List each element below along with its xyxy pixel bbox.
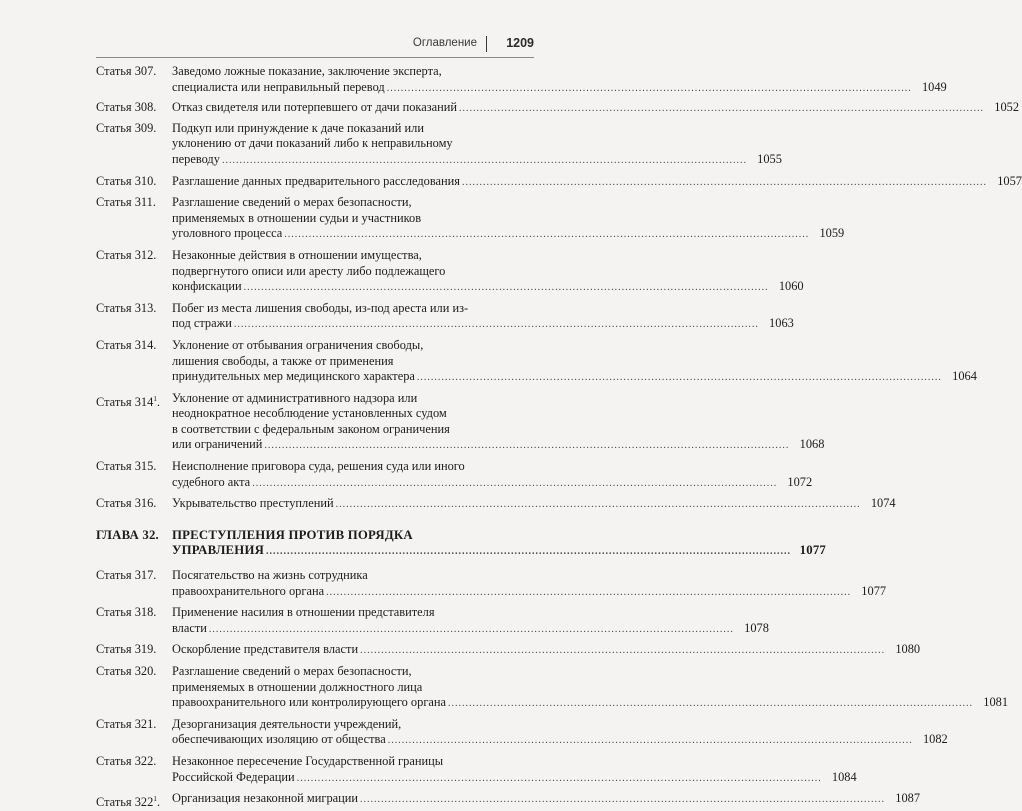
toc-page-number: 1072: [787, 474, 813, 489]
toc-entry-title-line: Неисполнение приговора суда, решения суда или иного: [172, 459, 465, 474]
toc-entry-title-line: Разглашение данных предварительного расследования: [172, 173, 460, 188]
toc-entry-title: [172, 64, 947, 96]
toc-entry-title-line: обеспечивающих изоляцию от общества: [172, 732, 386, 747]
toc-page-number: 1064: [952, 369, 977, 384]
toc-entry-title: [172, 791, 920, 811]
dot-leader: [264, 438, 789, 454]
header-title: Оглавление: [412, 37, 477, 49]
toc-entry-title: [172, 174, 1022, 191]
dot-leader: [326, 585, 851, 601]
dot-leader: [462, 175, 987, 191]
dot-leader: [388, 733, 913, 749]
toc-entry-title-line: Незаконное пересечение Государственной границы: [172, 753, 444, 768]
dot-leader: [297, 771, 822, 787]
toc-entry[interactable]: [96, 173, 1022, 191]
dot-leader: [448, 696, 973, 712]
toc-entry-title-line: конфискации: [172, 279, 242, 294]
toc-entry-title: [172, 121, 782, 169]
toc-entry-title-line: Побег из места лишения свободы, из-под ареста или из-: [172, 300, 469, 315]
toc-entry-superscript: 1: [153, 393, 158, 403]
dot-leader: [252, 476, 777, 492]
toc-entry-title-line: Подкуп или принуждение к даче показаний или: [172, 120, 424, 135]
dot-leader: [336, 497, 861, 513]
toc-entry-title-line: Российской Федерации: [172, 769, 295, 784]
toc-page-number: 1084: [831, 769, 857, 784]
toc-entry-title-line: Уклонение от отбывания ограничения свободы,: [172, 337, 424, 352]
toc-entry-title-line: ПРЕСТУПЛЕНИЯ ПРОТИВ ПОРЯДКА: [172, 527, 413, 542]
toc-page-number: 1078: [744, 620, 769, 635]
toc-entry-title-line: Уклонение от административного надзора или: [172, 390, 418, 405]
toc-entry-superscript: 1: [153, 794, 158, 804]
toc-entry-title-line: Организация незаконной миграции: [172, 791, 359, 806]
toc-entry-title-line: принудительных мер медицинского характера: [172, 369, 415, 384]
dot-leader: [266, 544, 791, 560]
toc-entry-title-line: применяемых в отношении судьи и участников: [172, 210, 422, 225]
toc-page-number: 1087: [895, 791, 921, 806]
toc-entry-title: [172, 605, 769, 637]
dot-leader: [234, 317, 759, 333]
toc-entry[interactable]: [96, 605, 769, 637]
toc-entry-title-line: Дезорганизация деятельности учреждений,: [172, 716, 402, 731]
toc-entry-title: [172, 664, 1008, 712]
toc-entry-title-line: власти: [172, 620, 207, 635]
toc-entry-title-line: неоднократное несоблюдение установленных судом: [172, 406, 447, 421]
header-separator: [486, 36, 487, 52]
toc-entry-label: Статья 317.: [96, 568, 157, 583]
toc-entry-title: [172, 717, 948, 749]
header-page-number: 1209: [506, 36, 534, 50]
toc-entry-label: Статья 318.: [96, 605, 157, 620]
dot-leader: [417, 370, 942, 386]
toc-page-number: 1063: [769, 316, 794, 331]
toc-entry-label: Статья 309.: [96, 120, 157, 135]
toc-entry-title-line: Укрывательство преступлений: [172, 496, 334, 511]
toc-entry-title: [172, 754, 857, 786]
toc-entry-title: [172, 459, 812, 491]
toc-entry-title-line: под стражи: [172, 316, 232, 331]
toc-entry[interactable]: [96, 120, 782, 169]
toc-entry-title: [172, 301, 794, 333]
toc-entry[interactable]: [96, 195, 845, 243]
toc-page-number: 1082: [922, 732, 948, 747]
toc-entry-title-line: Разглашение сведений о мерах безопасности,: [172, 664, 412, 678]
toc-entry-title-line: Оскорбление представителя власти: [172, 642, 359, 657]
toc-entry[interactable]: [96, 459, 813, 491]
toc-entry-label: Статья 322.: [96, 753, 157, 768]
toc-entry[interactable]: [96, 664, 1009, 712]
toc-entry-label: Статья 310.: [96, 173, 157, 188]
toc-entry[interactable]: [96, 64, 947, 96]
dot-leader: [222, 153, 747, 169]
toc-page-number: 1060: [778, 279, 804, 294]
toc-entry-title-line: переводу: [172, 151, 220, 166]
toc-entry-title: [172, 528, 826, 560]
toc-page-number: 1068: [799, 437, 825, 452]
toc-entry-label: Статья 320.: [96, 664, 157, 678]
toc-entry-title: [172, 391, 824, 454]
dot-leader: [360, 792, 885, 808]
toc-page-number: 1080: [895, 642, 921, 657]
toc-entry-label: Статья $314^1$.: [96, 393, 161, 409]
dot-leader: [459, 101, 984, 117]
running-header: [96, 36, 534, 54]
toc-entry-label: Статья 312.: [96, 247, 157, 262]
toc-entry-title: [172, 642, 920, 659]
toc-page-number: 1081: [983, 695, 1009, 710]
toc-page-number: 1059: [819, 226, 845, 241]
table-of-contents: [96, 64, 1022, 811]
dot-leader: [244, 280, 769, 296]
toc-entry[interactable]: [96, 496, 896, 513]
toc-entry-title-line: подвергнутого описи или аресту либо подлежащего: [172, 263, 446, 278]
toc-entry[interactable]: [96, 791, 921, 811]
toc-entry-title-line: правоохранительного или контролирующего органа: [172, 695, 447, 710]
toc-entry-title-line: уклонению от дачи показаний либо к неправильному: [172, 136, 453, 151]
toc-entry-title: [172, 100, 1019, 117]
toc-entry-title: [172, 338, 977, 386]
toc-entry-title: [172, 195, 844, 243]
toc-entry-title-line: в соответствии с федеральным законом ограничения: [172, 421, 450, 436]
toc-entry-title-line: УПРАВЛЕНИЯ: [172, 543, 265, 558]
toc-page-number: 1052: [994, 100, 1020, 115]
toc-entry-title-line: или ограничений: [172, 437, 263, 452]
toc-entry[interactable]: [96, 390, 825, 454]
toc-entry-title: [172, 496, 896, 513]
toc-entry-title-line: Отказ свидетеля или потерпевшего от дачи показаний: [172, 100, 458, 115]
toc-entry-label: Статья 315.: [96, 459, 157, 474]
dot-leader: [209, 622, 734, 638]
toc-entry[interactable]: [96, 337, 977, 386]
toc-entry-title-line: Разглашение сведений о мерах безопасности,: [172, 195, 412, 210]
toc-page-number: 1049: [921, 79, 947, 94]
toc-page-number: 1074: [870, 496, 896, 511]
toc-entry-title-line: применяемых в отношении должностного лица: [172, 679, 423, 694]
toc-entry[interactable]: [96, 753, 857, 786]
toc-entry-label: Статья 308.: [96, 100, 157, 115]
toc-entry[interactable]: [96, 247, 804, 296]
toc-entry-title: [172, 568, 886, 600]
toc-entry-label: Статья 319.: [96, 642, 157, 657]
toc-entry-title-line: Посягательство на жизнь сотрудника: [172, 568, 368, 583]
toc-entry[interactable]: [96, 642, 921, 659]
toc-entry-title-line: специалиста или неправильный перевод: [172, 79, 385, 94]
toc-page-number: 1077: [799, 543, 827, 558]
toc-entry-title: [172, 248, 804, 296]
toc-page-number: 1057: [997, 173, 1022, 188]
toc-entry-label: ГЛАВА 32.: [96, 527, 159, 542]
toc-entry-title-line: лишения свободы, а также от применения: [172, 353, 394, 368]
toc-entry-label: Статья 307.: [96, 64, 157, 78]
toc-entry-title-line: правоохранительного органа: [172, 583, 325, 598]
toc-entry-label: Статья $322^1$.: [96, 794, 161, 810]
toc-entry-title-line: Применение насилия в отношении представителя: [172, 605, 435, 620]
toc-entry-label: Статья 311.: [96, 195, 156, 210]
toc-entry-title-line: Незаконные действия в отношении имущества,: [172, 247, 422, 262]
toc-entry-title-line: уголовного процесса: [172, 226, 283, 241]
dot-leader: [360, 643, 885, 659]
toc-page-number: 1055: [757, 151, 782, 166]
dot-leader: [387, 81, 912, 97]
toc-entry[interactable]: [96, 300, 794, 333]
toc-entry[interactable]: [96, 100, 1020, 117]
toc-entry-title-line: судебного акта: [172, 474, 251, 489]
dot-leader: [284, 227, 809, 243]
toc-entry-label: Статья 321.: [96, 716, 157, 731]
toc-entry-label: Статья 316.: [96, 496, 157, 511]
toc-entry-label: Статья 314.: [96, 337, 157, 352]
toc-entry[interactable]: [96, 568, 887, 600]
header-rule: [96, 57, 534, 58]
toc-entry[interactable]: [96, 716, 948, 749]
toc-entry-label: Статья 313.: [96, 300, 157, 315]
toc-chapter-entry[interactable]: [96, 527, 827, 560]
toc-entry-title-line: Заведомо ложные показание, заключение эксперта,: [172, 64, 442, 78]
toc-page-number: 1077: [861, 583, 887, 598]
